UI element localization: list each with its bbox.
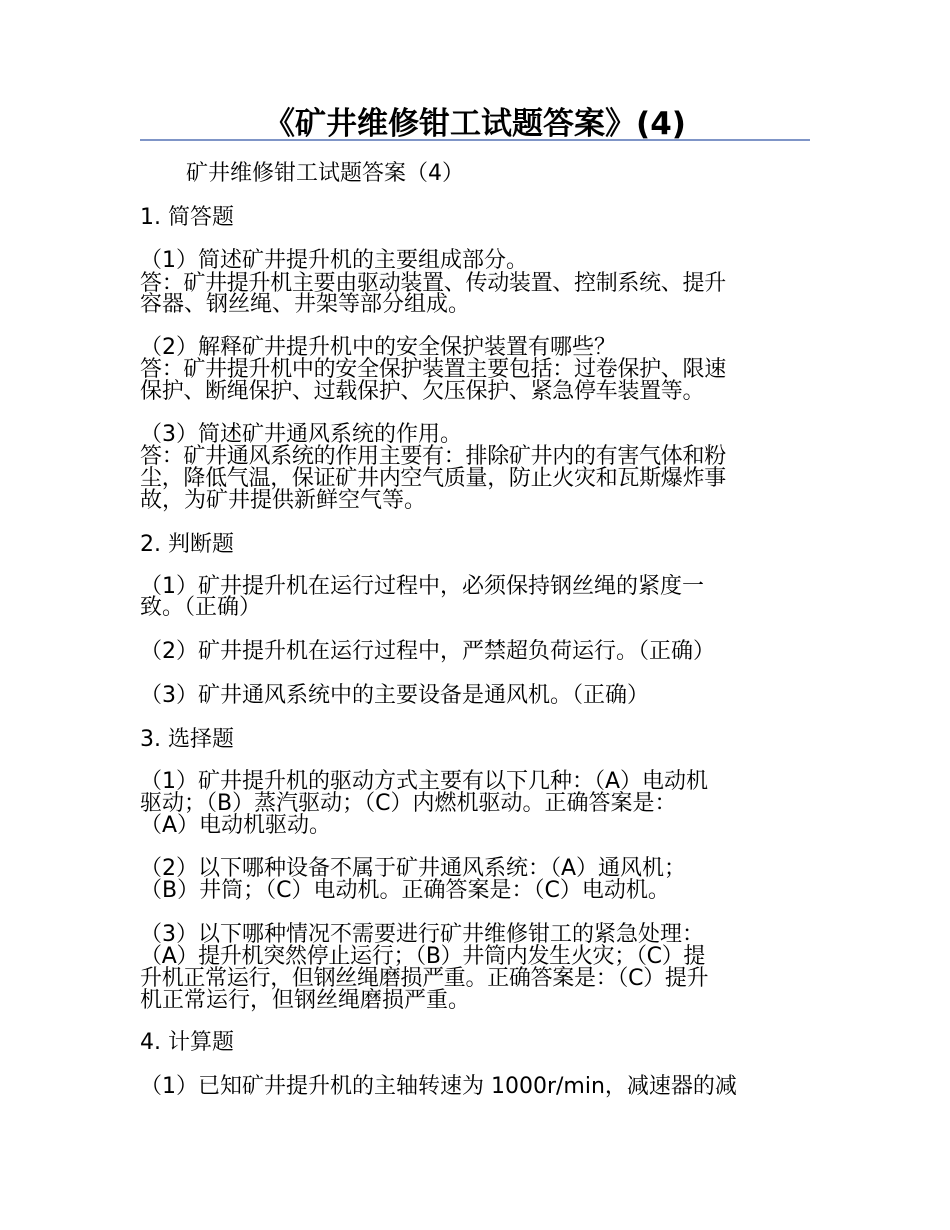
choice-q1-line1: （1）矿井提升机的驱动方式主要有以下几种：（A）电动机 [140, 769, 709, 794]
short-answer-a3-line1: 答：矿井通风系统的作用主要有：排除矿井内的有害气体和粉 [140, 444, 726, 469]
short-answer-a1-line2: 容器、钢丝绳、井架等部分组成。 [140, 292, 471, 317]
choice-q1-line2: 驱动；（B）蒸汽驱动；（C）内燃机驱动。正确答案是： [140, 791, 677, 816]
document-subtitle: 矿井维修钳工试题答案（4） [186, 161, 464, 186]
calculation-q1-line1: （1）已知矿井提升机的主轴转速为 1000r/min，减速器的减 [140, 1074, 737, 1099]
true-false-q2: （2）矿井提升机在运行过程中，严禁超负荷运行。（正确） [140, 639, 715, 664]
choice-q1-line3: （A）电动机驱动。 [140, 813, 332, 838]
choice-q3-line1: （3）以下哪种情况不需要进行矿井维修钳工的紧急处理： [140, 922, 704, 947]
short-answer-a3-line3: 故，为矿井提供新鲜空气等。 [140, 488, 427, 513]
true-false-q1-line2: 致。（正确） [140, 595, 262, 620]
short-answer-a2-line1: 答：矿井提升机中的安全保护装置主要包括：过卷保护、限速 [140, 357, 726, 382]
choice-q3-line4: 机正常运行，但钢丝绳磨损严重。 [140, 988, 471, 1013]
section-heading-multiple-choice: 3. 选择题 [140, 727, 234, 752]
section-heading-calculation: 4. 计算题 [140, 1030, 234, 1055]
choice-q3-line2: （A）提升机突然停止运行；（B）井筒内发生火灾；（C）提 [140, 944, 706, 969]
short-answer-q3: （3）简述矿井通风系统的作用。 [140, 422, 462, 447]
short-answer-a1-line1: 答：矿井提升机主要由驱动装置、传动装置、控制系统、提升 [140, 271, 726, 296]
choice-q2-line1: （2）以下哪种设备不属于矿井通风系统：（A）通风机； [140, 856, 687, 881]
section-heading-short-answer: 1. 简答题 [140, 205, 234, 230]
short-answer-a3-line2: 尘，降低气温，保证矿井内空气质量，防止火灾和瓦斯爆炸事 [140, 466, 726, 491]
choice-q3-line3: 升机正常运行，但钢丝绳磨损严重。正确答案是：（C）提升 [140, 966, 709, 991]
true-false-q3: （3）矿井通风系统中的主要设备是通风机。（正确） [140, 683, 649, 708]
true-false-q1-line1: （1）矿井提升机在运行过程中，必须保持钢丝绳的紧度一 [140, 574, 704, 599]
document-title: 《矿井维修钳工试题答案》(4) [264, 106, 686, 142]
short-answer-a2-line2: 保护、断绳保护、过载保护、欠压保护、紧急停车装置等。 [140, 379, 705, 404]
short-answer-q2: （2）解释矿井提升机中的安全保护装置有哪些？ [140, 335, 616, 360]
title-underline [140, 139, 810, 141]
choice-q2-line2: （B）井筒；（C）电动机。正确答案是：（C）电动机。 [140, 878, 670, 903]
section-heading-true-false: 2. 判断题 [140, 532, 234, 557]
short-answer-q1: （1）简述矿井提升机的主要组成部分。 [140, 248, 528, 273]
